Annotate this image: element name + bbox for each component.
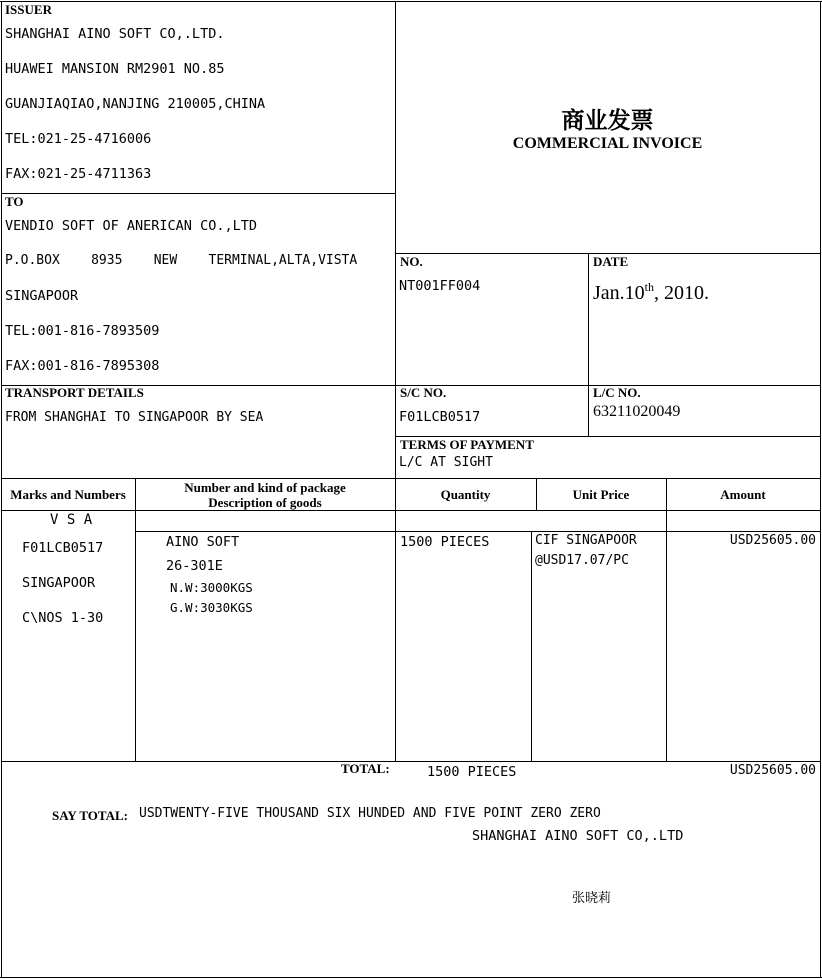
say-total-label: SAY TOTAL:	[52, 808, 128, 823]
to-label: TO	[5, 194, 24, 209]
to-line: TEL:001-816-7893509	[5, 323, 160, 339]
payment-value: L/C AT SIGHT	[399, 455, 493, 470]
divider-issuer-to	[1, 193, 395, 194]
col-header-desc-2: Description of goods	[208, 495, 322, 510]
border-right	[820, 1, 821, 978]
marks-line: SINGAPOOR	[22, 575, 96, 591]
col-divider-marks	[135, 478, 136, 761]
transport-value: FROM SHANGHAI TO SINGAPOOR BY SEA	[5, 410, 264, 425]
unit-price-line: CIF SINGAPOOR	[535, 533, 637, 548]
title-chinese: 商业发票	[561, 108, 654, 134]
invoice-date: Jan.10th, 2010.	[593, 280, 710, 304]
col-header-quantity: Quantity	[440, 487, 491, 502]
date-label: DATE	[593, 254, 629, 269]
goods-line: G.W:3030KGS	[170, 600, 253, 615]
quantity-value: 1500 PIECES	[400, 534, 490, 550]
issuer-label: ISSUER	[5, 2, 52, 17]
say-total-value: USDTWENTY-FIVE THOUSAND SIX HUNDED AND FIVE POINT ZERO ZERO	[139, 806, 601, 821]
border-top	[0, 1, 822, 2]
divider-center	[395, 1, 396, 511]
to-line: SINGAPOOR	[5, 288, 79, 304]
divider-goods-top	[135, 531, 820, 532]
total-quantity: 1500 PIECES	[427, 764, 517, 780]
col-header-amount: Amount	[720, 487, 766, 502]
issuer-line: GUANJIAQIAO,NANJING 210005,CHINA	[5, 96, 266, 112]
lc-no-label: L/C NO.	[593, 385, 641, 400]
to-line: P.O.BOX 8935 NEW TERMINAL,ALTA,VISTA	[5, 253, 358, 268]
title-english: COMMERCIAL INVOICE	[512, 135, 703, 152]
transport-label: TRANSPORT DETAILS	[5, 385, 144, 400]
col-divider-unitprice	[531, 531, 532, 761]
col-header-marks: Marks and Numbers	[10, 487, 126, 502]
issuer-line: SHANGHAI AINO SOFT CO,.LTD.	[5, 26, 225, 42]
invoice-number: NT001FF004	[399, 278, 481, 294]
no-label: NO.	[400, 254, 423, 269]
marks-line: V S A	[50, 512, 93, 528]
col-divider-quantity	[395, 510, 396, 761]
marks-line: F01LCB0517	[22, 540, 104, 556]
col-divider-amount	[666, 478, 667, 761]
divider-total	[1, 761, 820, 762]
goods-line: 26-301E	[166, 558, 223, 574]
signature: 张晓莉	[572, 891, 612, 906]
goods-line: N.W:3000KGS	[170, 580, 253, 595]
company-name: SHANGHAI AINO SOFT CO,.LTD	[472, 828, 684, 844]
to-line: FAX:001-816-7895308	[5, 358, 160, 374]
divider-no-date	[588, 253, 589, 436]
payment-label: TERMS OF PAYMENT	[400, 437, 534, 452]
issuer-line: TEL:021-25-4716006	[5, 131, 152, 147]
border-bottom	[0, 977, 822, 978]
total-label: TOTAL:	[341, 761, 390, 776]
sc-no-value: F01LCB0517	[399, 409, 481, 425]
sc-no-label: S/C NO.	[400, 385, 447, 400]
unit-price-line: @USD17.07/PC	[535, 553, 629, 568]
col-header-desc-1: Number and kind of package	[184, 480, 346, 495]
goods-line: AINO SOFT	[166, 534, 240, 550]
total-amount: USD25605.00	[729, 763, 816, 778]
lc-no-value: 63211020049	[593, 403, 681, 420]
marks-line: C\NOS 1-30	[22, 610, 104, 626]
amount-value: USD25605.00	[729, 533, 816, 548]
divider-header-top	[1, 478, 820, 479]
to-line: VENDIO SOFT OF ANERICAN CO.,LTD	[5, 218, 257, 234]
issuer-line: FAX:021-25-4711363	[5, 166, 152, 182]
col-header-unit-price: Unit Price	[572, 487, 630, 502]
issuer-line: HUAWEI MANSION RM2901 NO.85	[5, 61, 225, 77]
divider-header-bottom	[1, 510, 820, 511]
